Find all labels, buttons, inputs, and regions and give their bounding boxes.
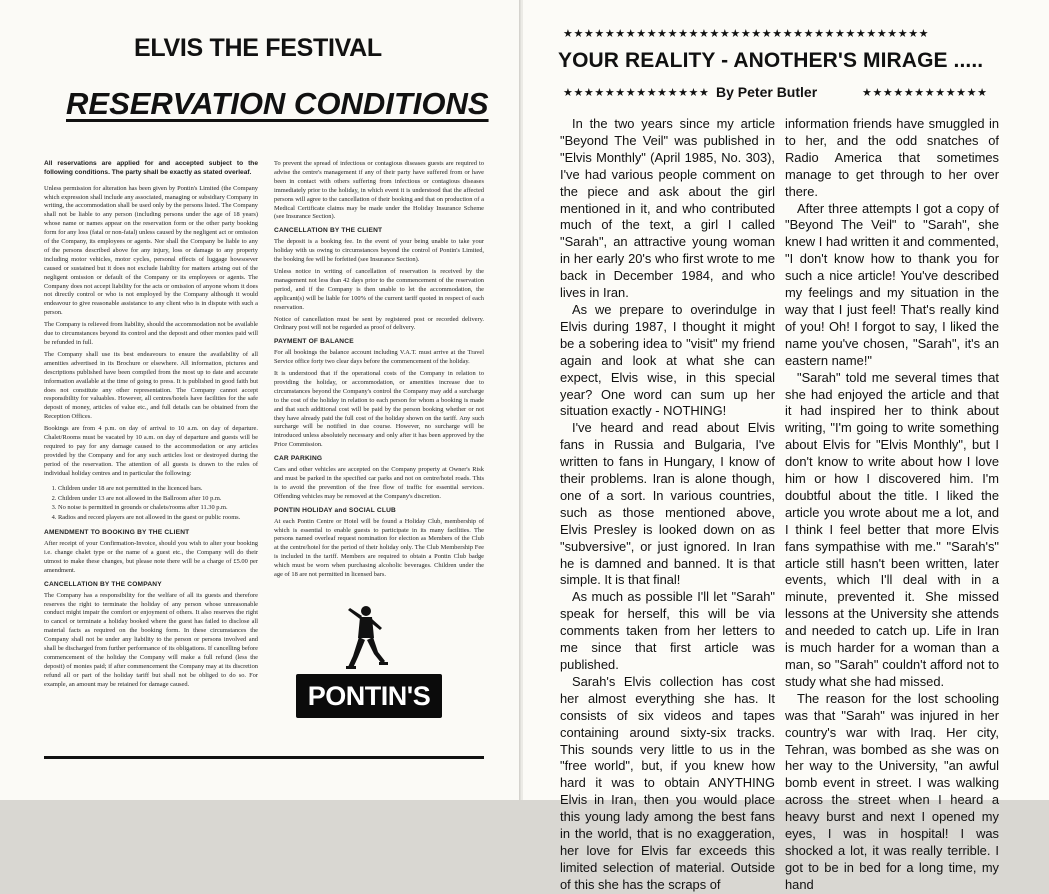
- section-heading: PONTIN HOLIDAY and SOCIAL CLUB: [274, 506, 397, 514]
- section-heading: CANCELLATION BY THE COMPANY: [44, 580, 162, 588]
- rule-item: 3. No noise is permitted in grounds or chalets/rooms after 11.30 p.m.: [58, 504, 258, 513]
- rule-item: 2. Children under 13 are not allowed in the Ballroom after 10 p.m.: [58, 495, 258, 504]
- conditions-paragraph: The Company shall use its best endeavours to ensure the availability of all amenities advertised in its Brochure or elsewhere. All information, pictures and descriptions published have been compiled from the most up to date and accurate information available at the time of going to press. It is published in good faith but does not constitute any other representation. The Company cannot accept responsibility for valuables. However, all centres/hotels have facilities for the safe deposit of money, articles of value etc., and full details can be obtained from the Reception Offices.: [44, 350, 258, 421]
- conditions-paragraph: To prevent the spread of infectious or contagious diseases guests are required to advise the centre's management if any of their party have suffered from or have been in contact with others suffering from infectious or contagious diseases immediately prior to the holiday, in which event it is understood that the affected persons will agree to the cancellation of their booking and that on production of a Medical Certificate claims may be made under the Holiday Insurance Scheme (see Insurance Section).: [274, 160, 484, 221]
- conditions-paragraph: Unless permission for alteration has been given by Pontin's Limited (the Company which expression shall include any associated, managing or subsidiary Company in writing, the accommodation shall be used only by the persons listed. The Company shall not be liable to any person (including persons under the age of 18 years) whose name or names appear on the reservation form or the other party booking form for any loss (fatal or non-fatal) unless caused by the negligent act or omission of the Company, its employees or agents. Nor shall the Company be liable to any of the persons described above for any injury, loss or damage to any property including motor vehicles, motor cycles, personal effects of luggage howsoever caused or sustained but it does not exclude liability for matters arising out of the negligent omission or default of the Company or its employees or agents. The Company does not accept liability for the acts or omission of anyone whom it does not directly control or who is not employed by the Company although it would endeavour to give reasonable assistance to any client who is in dispute with such a person.: [44, 184, 258, 317]
- article-column-1: [560, 116, 775, 894]
- conditions-paragraph: Cars and other vehicles are accepted on the Company property at Owner's Risk and must be parked in the specified car parks and not on centre/hotel roads. This is to avoid the prevention of the free flow of traffic for essential services. Offending vehicles may be removed at the Company's discretion.: [274, 466, 484, 500]
- centre-rules-list: [44, 485, 258, 524]
- article-paragraph: After three attempts I got a copy of "Beyond The Veil" to "Sarah", she knew I had written it and commented, "I don't know how to thank you for such a nice article! You've described my feelings and my situation in the way that I just feel! That's really kind of you! Oh! I forgot to say, I liked the name you've chosen, "Sarah", it's an eastern name!": [785, 200, 999, 368]
- pontins-logo: PONTIN'S: [296, 674, 442, 718]
- dancing-elvis-figure-icon: [344, 604, 388, 672]
- star-border-left: ★★★★★★★★★★★★★★: [563, 86, 710, 99]
- article-title: YOUR REALITY - ANOTHER'S MIRAGE .....: [558, 49, 984, 72]
- article-column-2: [785, 116, 999, 894]
- conditions-column-1: [44, 160, 258, 693]
- festival-heading: ELVIS THE FESTIVAL: [134, 34, 382, 62]
- section-heading: PAYMENT OF BALANCE: [274, 338, 354, 346]
- left-page: [0, 0, 521, 800]
- section-heading: AMENDMENT TO BOOKING BY THE CLIENT: [44, 529, 190, 537]
- article-paragraph: As we prepare to overindulge in Elvis during 1987, I thought it might be a sobering idea to "visit" my friend again and look at what she can expect, Elvis wise, in this special year? One word can sum up her situation exactly - NOTHING!: [560, 301, 775, 419]
- conditions-paragraph: The deposit is a booking fee. In the event of your being unable to take your holiday with us owing to circumstances beyond the control of Pontin's Limited, the booking fee will be forfeited (see Insurance Section).: [274, 238, 484, 264]
- rule-item: 4. Radios and record players are not allowed in the guest or public rooms.: [58, 514, 258, 523]
- article-paragraph: "Sarah" told me several times that she had enjoyed the article and that it had inspired her to think about writing, "I'm going to write something about Elvis for "Elvis Monthly", but I don't know to write about how I love him or how I discovered him. I'm doubtful about the title. I liked the article you wrote about me a lot, and I think I feel better that more Elvis fans sympathise with me." "Sarah's" article still hasn't been written, later events, which I'll deal with in a minute, prevented it. She missed lessons at the University she attends and needed to catch up. Life in Iran is much harder for a woman than a man, so "Sarah" couldn't afford not to study what she had missed.: [785, 369, 999, 689]
- article-paragraph: I've heard and read about Elvis fans in Russia and Bulgaria, I've written to fans in Hungary, I know of their problems. Iran is alone though, one of a sort. In various countries, such as those mentioned above, Elvis Presley is looked down on as "subversive", or just ignored. In Iran he is damned and banned. It is that simple. It is that final!: [560, 420, 775, 588]
- conditions-lead: All reservations are applied for and accepted subject to the following conditions. The party shall be exactly as stated overleaf.: [44, 160, 258, 176]
- conditions-paragraph: Notice of cancellation must be sent by registered post or recorded delivery. Ordinary post will not be regarded as proof of delivery.: [274, 315, 484, 332]
- star-border-right: ★★★★★★★★★★★★: [862, 86, 988, 99]
- conditions-paragraph: Bookings are from 4 p.m. on day of arrival to 10 a.m. on day of departure. Chalet/Rooms must be vacated by 10 a.m. on day of departure and guests will be required to pay for any damage caused to the accommodation or any articles provided by the Company and for any such articles lost or destroyed during the period of the reservation. The attention of all guests is drawn to the rules of individual holiday centres and in particular the following:: [44, 425, 258, 477]
- star-border-top: ★★★★★★★★★★★★★★★★★★★★★★★★★★★★★★★★★★★: [563, 27, 930, 40]
- conditions-paragraph: After receipt of your Confirmation-Invoice, should you wish to alter your booking i.e. change chalet type or the name of a guest etc., the Company will do their utmost to make these changes, but please note there will be a charge of £5.00 per amendment.: [44, 540, 258, 574]
- pontins-logo-block: [296, 604, 444, 720]
- article-paragraph: In the two years since my article "Beyond The Veil" was published in "Elvis Monthly" (April 1985, No. 303), I've had various people comment on the piece and ask about the girl mentioned in it, and who contributed much of the text, a girl I called "Sarah", an attractive young woman in her early 20's who first wrote to me back in December 1984, and who lives in Iran.: [560, 116, 775, 301]
- article-paragraph: As much as possible I'll let "Sarah" speak for herself, this will be via comments taken from her letters to me since that first article was published.: [560, 589, 775, 672]
- conditions-paragraph: The Company has a responsibility for the welfare of all its guests and therefore reserves the right to terminate the holiday of any person whose unreasonable conduct might impair the comfort or enjoyment of others. It also reserves the right to cancel or terminate a holiday booked where the guest has failed to disclose all material facts as required on the booking form. In these circumstances the Company shall not be under any liability to the person or persons involved and shall be discharged from further performance of its obligations. If cancelling before commencement of the holiday the Company will make a full refund (less the deposit) of monies paid; if after commencement the Company may at its discretion refund all or part of the holiday tariff but shall not be obliged to do so. For example, an amount may be retained for damage caused.: [44, 591, 258, 688]
- bottom-rule: [44, 756, 484, 759]
- conditions-paragraph: It is understood that if the operational costs of the Company in relation to providing the holiday, or accommodation, or amenities increase due to circumstances beyond the Company's control the Company may add a surcharge to the cost of the holiday in relation to each person for whom a booking is made and that such additional cost will be paid by the person booking whether or not they have already paid the full cost of the holiday shown on the tariff. Any such surcharge will be notified in due course. However, no surcharge will be introduced unless absolutely necessary and only after it has been approved by the Price Commission.: [274, 370, 484, 449]
- conditions-paragraph: At each Pontin Centre or Hotel will be found a Holiday Club, membership of which is essential to enable guests to participate in its many facilities. The persons named overleaf request nomination for election as Members of the Club at the centre/hotel for the period of their holiday only. The Club Membership Fee is included in the tariff. Members are required to obtain a Pontin Club badge which must be worn when purchasing alcoholic beverages. Children under the age of 18 are not permitted in licensed bars.: [274, 517, 484, 579]
- conditions-paragraph: Unless notice in writing of cancellation of reservation is received by the management not less than 42 days prior to the commencement of the reservation period, and if the Company is then unable to let the accommodation, the applicant(s) will be liable for 100% of the current tariff quoted in respect of each reservation.: [274, 267, 484, 311]
- conditions-paragraph: For all bookings the balance account including V.A.T. must arrive at the Travel Service office forty two clear days before the commencement of the holiday.: [274, 349, 484, 366]
- article-byline: By Peter Butler: [716, 84, 818, 100]
- reservation-conditions-title: RESERVATION CONDITIONS: [66, 86, 489, 121]
- conditions-column-2: [274, 160, 484, 583]
- section-heading: CANCELLATION BY THE CLIENT: [274, 227, 383, 235]
- article-paragraph: The reason for the lost schooling was that "Sarah" was injured in her country's war with Iraq. Her city, Tehran, was bombed as she was on her way to the University, "an awful bomb event in street. I was walking across the street when I heard a heavy burst and next I opened my eyes, I was in hospital! I was shocked a lot, it was really terrible. I got to be in bed for a long time, my hand: [785, 690, 999, 892]
- article-paragraph: Sarah's Elvis collection has cost her almost everything she has. It consists of six videos and tapes containing around sixty-six tracks. This sounds very little to us in the "free world", but, if you knew how hard it was to obtain ANYTHING Elvis in Iran, then you would place this young lady among the best fans in the world, that is no exaggeration, her love for Elvis far exceeds this limited selection of material. Outside of this she has the scraps of: [560, 673, 775, 892]
- section-heading: CAR PARKING: [274, 455, 323, 463]
- article-paragraph: information friends have smuggled in to her, and the odd snatches of Radio America that sometimes manage to get through to her over there.: [785, 116, 999, 199]
- conditions-paragraph: The Company is relieved from liability, should the accommodation not be available due to circumstances beyond its control and the deposit and other monies paid will be refunded in full.: [44, 321, 258, 346]
- rule-item: 1. Children under 18 are not permitted in the licenced bars.: [58, 485, 258, 494]
